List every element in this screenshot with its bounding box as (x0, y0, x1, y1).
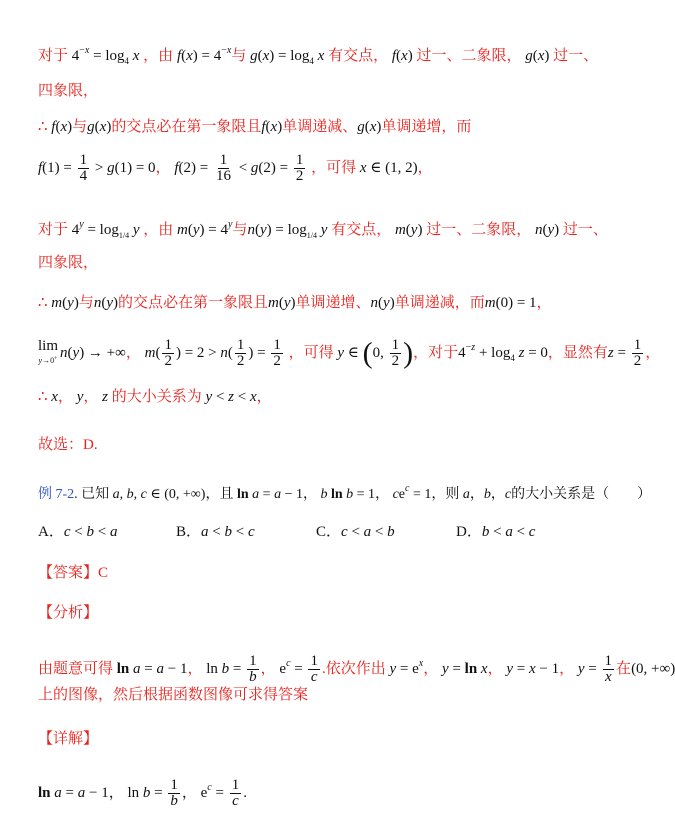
answer-label: 【答案】C (38, 565, 109, 581)
line-4: f(1) = $\frac{1}{4}$ > g(1) = 0， f(2) = $\frac{1}{16}$ < g(2) = $\frac{1}{2}$ ，可得 x ∈ (1, 2)， (38, 152, 433, 185)
detail-line-1: ln a = a − 1， ln b = $\frac{1}{b}$ ， $e^c$ = $\frac{1}{c}$ . (38, 777, 247, 810)
analysis-line-1: 由题意可得 ln a = a − 1， ln b = $\frac{1}{b}$ ， $e^c$ = $\frac{1}{c}$ .依次作出 $y = e^x$， y = ln x， y = x − 1， y = $\frac{1}{x}$ 在(0, +∞) (38, 653, 675, 686)
analysis-label: 【分析】 (38, 605, 99, 621)
analysis-line-2: 上的图像，然后根据函数图像可求得答案 (38, 687, 309, 703)
line-2: 四象限， (38, 83, 99, 99)
line-5: 对于 $4^y = \log_{1/4} y$ ，由 $m(y) = 4^y$与$n(y) = \log_{1/4} y$ 有交点， m(y) 过一、二象限， n(y) 过一、 (38, 219, 608, 240)
option-c[interactable]: C．c < a < b (316, 524, 395, 540)
line-1: 对于 $4^{-x} = \log_4 x$ ，由 $f(x) = 4^{-x}$与 $g(x) = \log_4 x$ 有交点， f(x) 过一、二象限， g(x) 过一、 (38, 45, 599, 66)
line-6: 四象限， (38, 255, 99, 271)
example-line: 例 7-2. 已知 a, b, c ∈ (0, +∞)，且 ln a = a − 1， b ln b = 1， $ce^c = 1$，则 a，b，c的大小关系是（ ） (38, 483, 652, 502)
line-10: 故选：D. (38, 437, 98, 453)
example-label: 例 7-2 (38, 487, 75, 502)
option-a[interactable]: A．c < b < a (38, 524, 118, 540)
option-b[interactable]: B．a < b < c (176, 524, 255, 540)
line-9: ∴ x， y， z 的大小关系为 y < z < x， (38, 389, 272, 405)
line-8: lim y→0+ n(y) → +∞， m( $\frac{1}{2}$ ) = 2 > n( $\frac{1}{2}$ ) = $\frac{1}{2}$ ，可得 y ∈ (0, $\frac{1}{2}$ )，对于$4^{-z} + \log_4 z = 0$，显然有z = $\frac{1}{2}$ ， (38, 336, 661, 370)
line-3: ∴ f(x)与g(x)的交点必在第一象限且f(x)单调递减、g(x)单调递增，而 (38, 119, 472, 135)
line-7: ∴ m(y)与n(y)的交点必在第一象限且m(y)单调递增、n(y)单调递减，而m(0) = 1， (38, 295, 552, 311)
detail-label: 【详解】 (38, 731, 99, 747)
option-d[interactable]: D．b < a < c (456, 524, 536, 540)
